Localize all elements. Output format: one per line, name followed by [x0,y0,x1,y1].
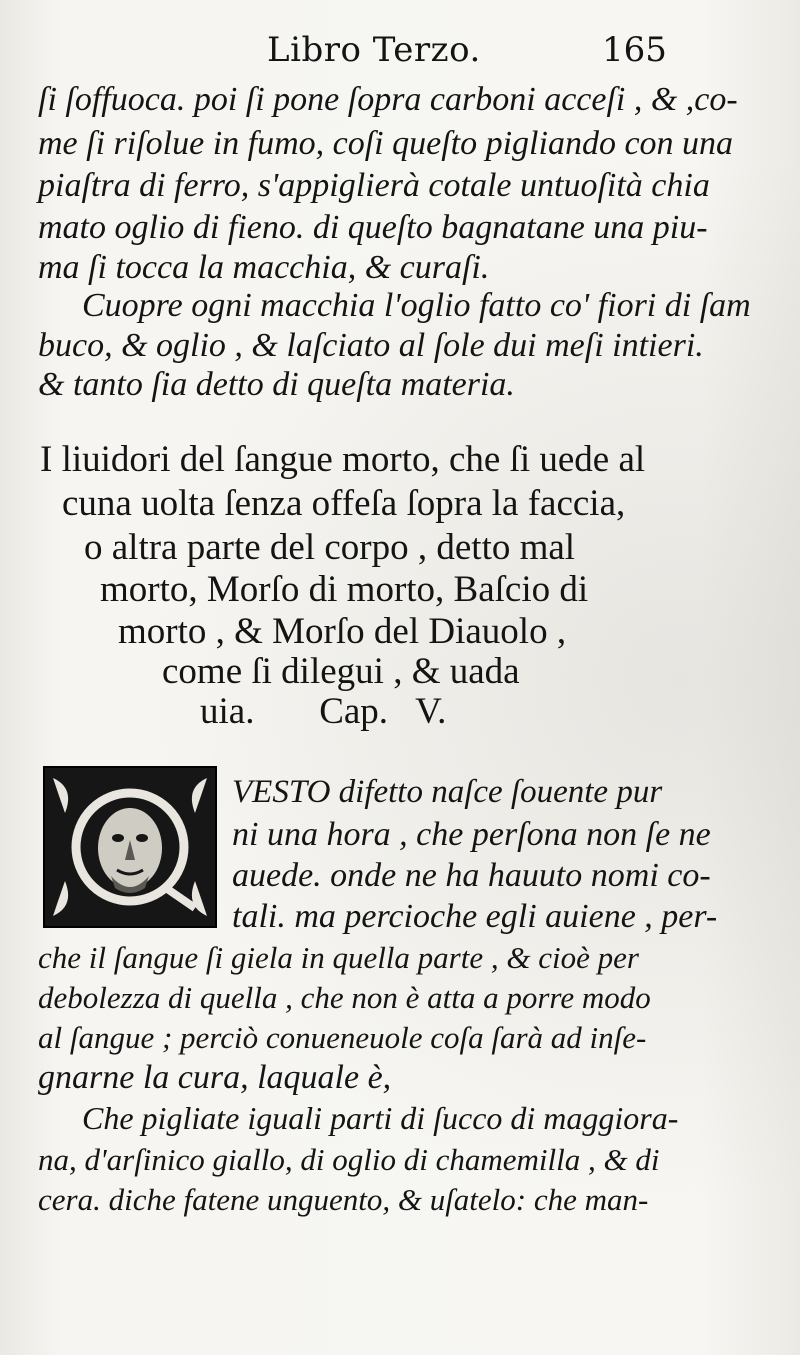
page-number: 165 [602,30,667,70]
text-line: che il ſangue ſi giela in quella parte , & cioè per [38,940,639,975]
chapter-heading-line: I liuidori del ſangue morto, che ſi uede al [40,439,646,480]
text-line: auede. onde ne ha hauuto nomi co- [232,857,711,894]
text-line: VESTO difetto naſce ſouente pur [232,774,663,810]
text-line: piaſtra di ferro, s'appiglierà cotale untuoſità chia [38,167,710,204]
chapter-heading-line: morto , & Morſo del Diauolo , [118,611,567,652]
text-line: al ſangue ; perciò conueneuole coſa ſarà ad inſe- [38,1020,647,1055]
page-header [0,28,800,78]
decorated-initial-q [43,766,217,928]
running-head: Libro Terzo. [267,30,481,70]
text-line: debolezza di quella , che non è atta a porre modo [38,980,651,1015]
text-line: na, d'arſinico giallo, di oglio di chamemilla , & di [38,1142,660,1177]
text-line: buco, & oglio , & laſciato al ſole dui meſi intieri. [38,327,704,364]
text-line: tali. ma percioche egli auiene , per- [232,898,718,935]
text-line: Che pigliate iguali parti di ſucco di maggiora- [82,1100,679,1136]
text-line: Cuopre ogni macchia l'oglio fatto co' fiori di ſam [82,287,751,324]
text-line: ſi ſoffuoca. poi ſi pone ſopra carboni acceſi , & ,co- [38,81,738,118]
text-line: gnarne la cura, laquale è, [38,1059,392,1096]
text-line: & tanto ſia detto di queſta materia. [38,366,515,403]
text-line: ma ſi tocca la macchia, & curaſi. [38,249,490,286]
text-line: cera. diche fatene unguento, & uſatelo: che man- [38,1182,649,1217]
chapter-heading-line: uia. Cap. V. [200,691,447,732]
chapter-heading-line: come ſi dilegui , & uada [162,651,520,692]
text-line: mato oglio di fieno. di queſto bagnatane una piu- [38,209,708,246]
chapter-heading-line: o altra parte del corpo , detto mal [84,527,576,568]
chapter-heading-line: morto, Morſo di morto, Baſcio di [100,569,589,610]
woodcut-face-icon [45,768,215,926]
chapter-heading-line: cuna uolta ſenza offeſa ſopra la faccia, [62,483,626,524]
text-line: me ſi riſolue in fumo, coſi queſto pigliando con una [38,125,734,162]
text-line: ni una hora , che perſona non ſe ne [232,816,711,853]
